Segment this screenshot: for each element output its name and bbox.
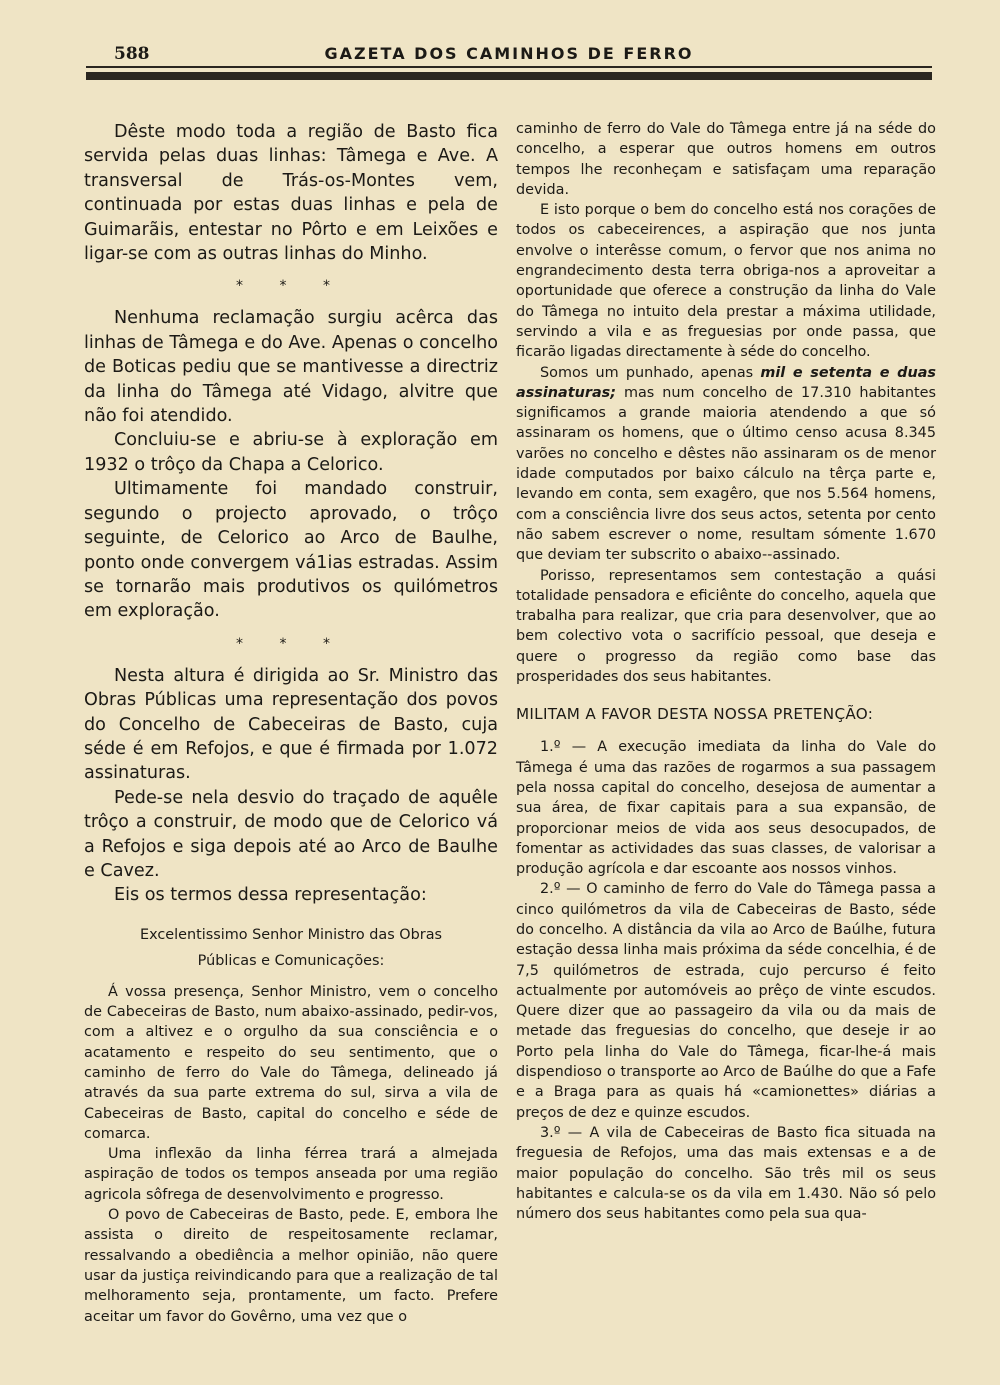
paragraph: 1.º — A execução imediata da linha do Vale do Tâmega é uma das razões de rogarmos a sua passagem pela nossa capital do concelho, desejosa de aumentar a sua área, de fixar capitais para a sua expansão, de proporcionar meios de vida aos seus desocupados, de fomentar as actividades das suas classes, de valorisar a produção agrícola e dar escoante aos nossos vinhos. — [516, 739, 936, 878]
header-rule-thick — [86, 72, 932, 80]
paragraph: Pede-se nela desvio do traçado de aquêle trôço a construir, de modo que de Celorico vá a Refojos e siga depois até ao Arco de Baulhe e Cavez. — [84, 787, 498, 881]
salutation-line: Públicas e Comunicações: — [197, 952, 385, 969]
paragraph: Nenhuma reclamação surgiu acêrca das linhas de Tâmega e do Ave. Apenas o concelho de Boticas pediu que se mantivesse a directriz da linha do Tâmega até Vidago, alvitre que não foi atendido. — [84, 308, 498, 427]
emphasis-text: mil e setenta e duas assinaturas; — [516, 364, 936, 401]
section-separator: * * * — [236, 278, 346, 295]
left-column — [84, 120, 498, 1327]
header-rule-thin — [86, 66, 932, 68]
text-span: Somos um punhado, apenas — [540, 364, 761, 381]
paragraph — [516, 363, 936, 566]
paragraph: 3.º — A vila de Cabeceiras de Basto fica situada na freguesia de Refojos, uma das mais extensas e a de maior população do concelho. São três mil os seus habitantes e calcula-se os da vila em 1.430. Não só pelo número dos seus habitantes como pela sua qua- — [516, 1124, 936, 1223]
salutation-line: Excelentissimo Senhor Ministro das Obras — [139, 926, 443, 943]
section-heading: MILITAM A FAVOR DESTA NOSSA PRETENÇÃO: — [516, 705, 874, 724]
paragraph: Ultimamente foi mandado construir, segundo o projecto aprovado, o trôço seguinte, de Celorico ao Arco de Baulhe, ponto onde convergem vá1ias estradas. Assim se tornarão mais produtivos os quilómetros em exploração. — [84, 479, 498, 622]
paragraph: O povo de Cabeceiras de Basto, pede. E, embora lhe assista o direito de respeitosamente reclamar, ressalvando a obediência a melhor opinião, não quere usar da justiça reivindicando para que a realização de tal melhoramento seja, prontamente, um facto. Prefere aceitar um favor do Govêrno, uma vez que o — [84, 1207, 498, 1325]
journal-title: GAZETA DOS CAMINHOS DE FERRO — [324, 44, 694, 63]
paragraph: caminho de ferro do Vale do Tâmega entre já na séde do concelho, a esperar que outros homens em outros tempos lhe reconheçam e satisfaçam uma reparação devida. — [516, 121, 936, 198]
salutation — [84, 922, 498, 974]
paragraph: E isto porque o bem do concelho está nos corações de todos os cabeceirences, a aspiração que nos junta envolve o interêsse comum, o fervor que nos anima no engrandecimento desta terra obriga-nos a aproveitar a oportunidade que oferece a construção da linha do Vale do Tâmega no intuito dela prestar a máxima utilidade, servindo a vila e as freguesias por onde passa, que ficarão ligadas directamente à séde do concelho. — [516, 202, 936, 361]
paragraph: 2.º — O caminho de ferro do Vale do Tâmega passa a cinco quilómetros da vila de Cabeceiras de Basto, séde do concelho. A distância da vila ao Arco de Baúlhe, futura estação dessa linha mais próxima da séde concelhia, é de 7,5 quilómetros de estrada, cujo percurso é feito actualmente por automóveis ao prêço de vinte escudos. Quere dizer que ao passageiro da vila ou da mais de metade das freguesias do concelho, que deseje ir ao Porto pela linha do Vale do Tâmega, ficar-lhe-á mais dispendioso o transporte ao Arco de Baúlhe do que a Fafe e a Braga para as quais há «camionettes» diárias a preços de dez e quinze escudos. — [516, 881, 936, 1121]
paragraph: Dêste modo toda a região de Basto fica servida pelas duas linhas: Tâmega e Ave. A transversal de Trás-os-Montes vem, continuada por estas duas linhas e pela de Guimarãis, entestar no Pôrto e em Leixões e ligar-se com as outras linhas do Minho. — [84, 122, 498, 265]
right-column — [516, 119, 936, 1224]
paragraph: Eis os termos dessa representação: — [114, 885, 427, 906]
left-large-text — [84, 120, 498, 908]
text-span: mas num concelho de 17.310 habitantes significamos a grande maioria atendendo a que só assinaram os homens, que o último censo acusa 8.345 varões no concelho e dêstes não assinaram os de menor idade computados por baixo cálculo na têrça parte e, levando em conta, sem exagêro, que nos 5.564 homens, com a consciência livre dos seus actos, setenta por cento não sabem escrever o nome, resultam sómente 1.670 que deviam ter subscrito o abaixo--assinado. — [516, 384, 936, 564]
paragraph: Porisso, representamos sem contestação a quási totalidade pensadora e eficiênte do concelho, aquela que trabalha para realizar, que cria para desenvolver, que ao bem colectivo vota o sacrifício pessoal, que deseja e quere o progresso da região como base das prosperidades dos seus habitantes. — [516, 567, 936, 686]
paragraph: Á vossa presença, Senhor Ministro, vem o concelho de Cabeceiras de Basto, num abaixo-assinado, pedir-vos, com a altivez e o orgulho da sua consciência e o acatamento e respeito do seu sentimento, que o caminho de ferro do Vale do Tâmega, delineado já através da sua parte extrema do sul, sirva a vila de Cabeceiras de Basto, capital do concelho e séde de comarca. — [84, 983, 498, 1142]
left-small-text — [84, 982, 498, 1327]
paragraph: Uma inflexão da linha férrea trará a almejada aspiração de todos os tempos anseada por uma região agricola sôfrega de desenvolvimento e progresso. — [84, 1146, 498, 1203]
section-separator: * * * — [236, 635, 346, 652]
paragraph: Concluiu-se e abriu-se à exploração em 1932 o trôço da Chapa a Celorico. — [84, 430, 498, 475]
paragraph: Nesta altura é dirigida ao Sr. Ministro das Obras Públicas uma representação dos povos do Concelho de Cabeceiras de Basto, cuja séde é em Refojos, e que é firmada por 1.072 assinaturas. — [84, 665, 498, 784]
page-number: 588 — [114, 44, 150, 64]
